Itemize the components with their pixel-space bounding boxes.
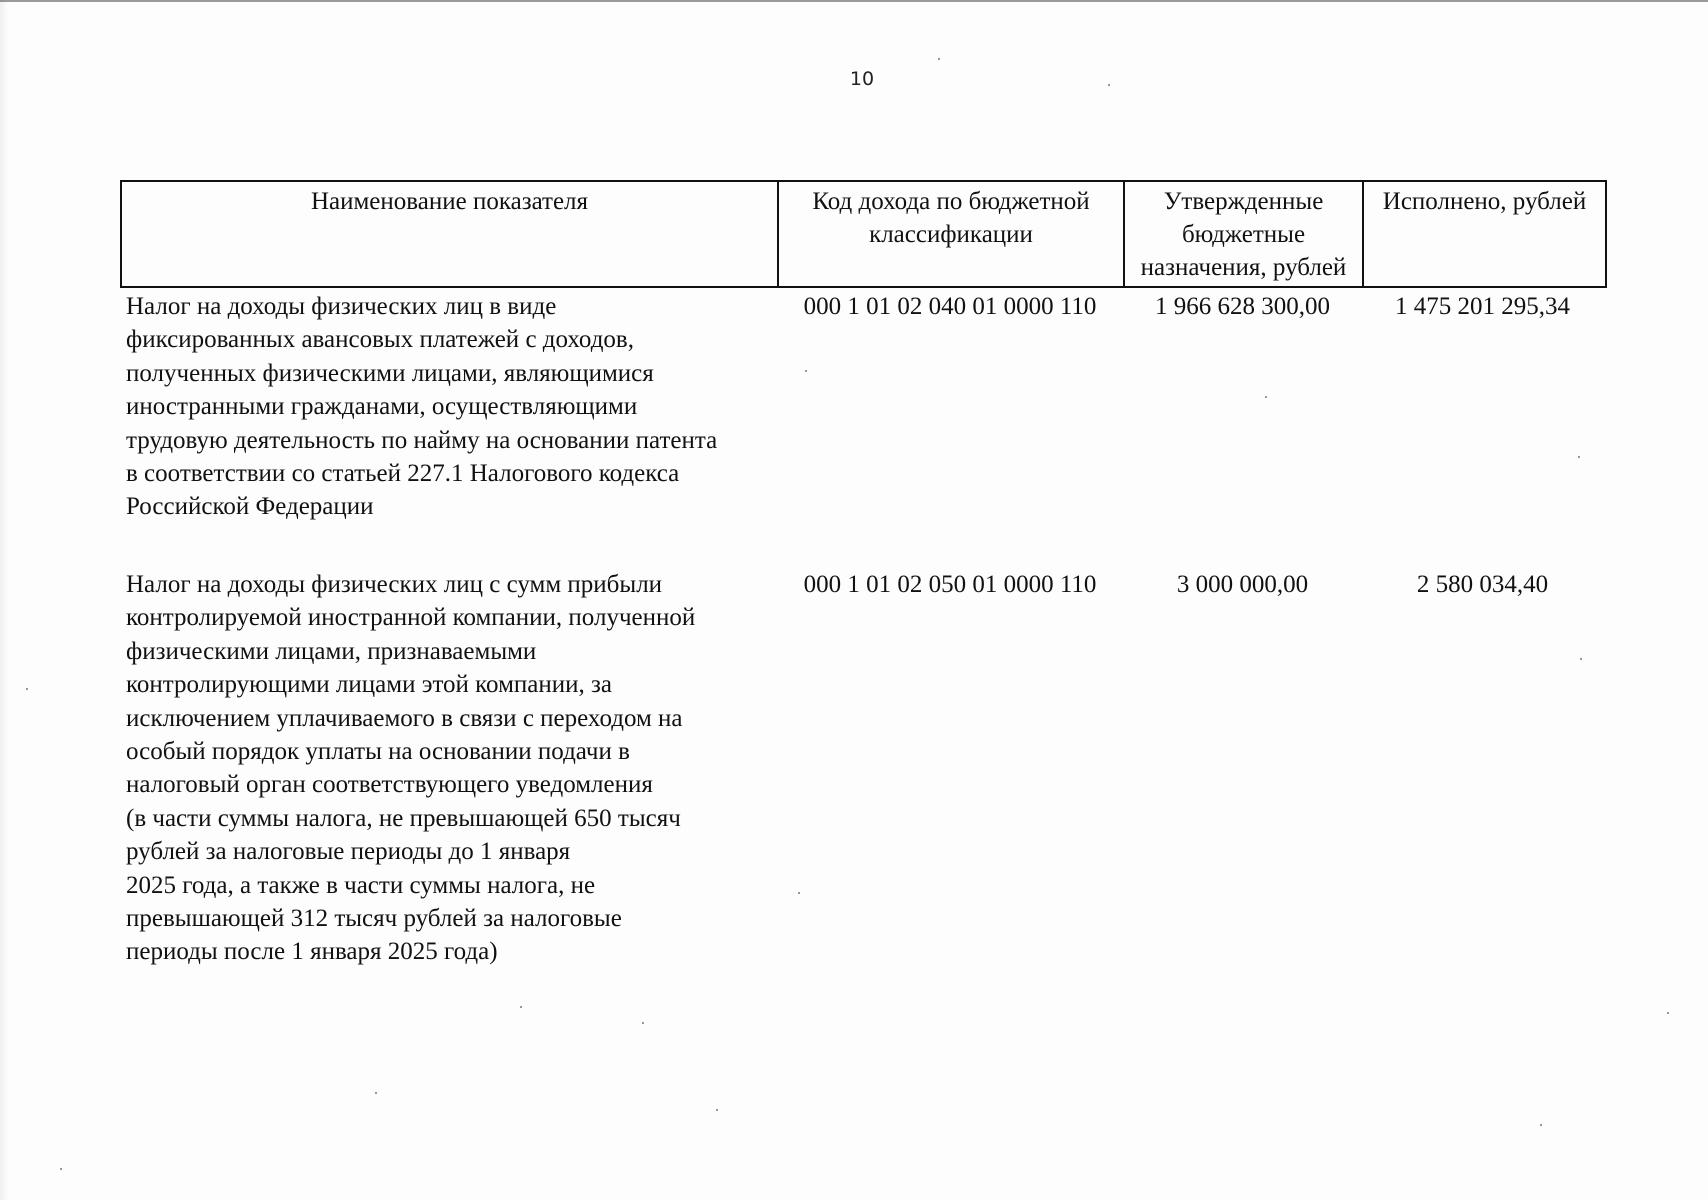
row-text-line: контролируемой иностранной компании, полученной xyxy=(126,604,696,632)
header-text: бюджетные xyxy=(1181,221,1306,248)
scan-speck xyxy=(375,1092,377,1094)
header-text: назначения, рублей xyxy=(1140,254,1347,281)
row-text-line: 2025 года, а также в части суммы налога, не xyxy=(126,871,596,899)
row-executed-amount: 1 475 201 295,34 xyxy=(1395,293,1570,320)
scan-speck xyxy=(1540,1124,1542,1126)
scan-speck xyxy=(798,892,800,894)
header-text: классификации xyxy=(869,221,1033,248)
row-text-line: периоды после 1 января 2025 года) xyxy=(126,938,498,966)
header-executed xyxy=(1364,182,1605,286)
row-text-line: Российской Федерации xyxy=(126,493,374,521)
row-text-line: превышающей 312 тысяч рублей за налоговые xyxy=(126,905,622,933)
header-text: Утвержденные xyxy=(1163,188,1324,215)
header-text: Исполнено, рублей xyxy=(1382,188,1587,215)
row-executed-amount: 2 580 034,40 xyxy=(1416,571,1549,598)
row-revenue-code: 000 1 01 02 040 01 0000 110 xyxy=(803,293,1097,320)
scan-speck xyxy=(1108,84,1110,86)
scan-speck xyxy=(642,1022,644,1024)
header-text: Наименование показателя xyxy=(310,188,589,215)
header-revenue-code xyxy=(779,182,1125,286)
row-text-line: особый порядок уплаты на основании подачи в xyxy=(126,738,630,766)
scan-speck xyxy=(1580,658,1582,660)
row-text-line: иностранными гражданами, осуществляющими xyxy=(126,393,638,421)
row-indicator-name xyxy=(120,290,777,524)
scan-speck xyxy=(805,370,807,372)
table-header xyxy=(120,180,1607,288)
row-text-line: трудовую деятельность по найму на основании патента xyxy=(126,426,718,454)
scan-speck xyxy=(520,1006,522,1008)
scan-speck xyxy=(26,688,28,690)
header-text: Код дохода по бюджетной xyxy=(812,188,1090,215)
row-text-line: рублей за налоговые периоды до 1 января xyxy=(126,838,571,866)
scan-speck xyxy=(1578,456,1580,458)
row-text-line: в соответствии со статьей 227.1 Налогового кодекса xyxy=(126,460,680,488)
row-text-line: полученных физическими лицами, являющимися xyxy=(126,359,654,387)
row-text-line: контролирующими лицами этой компании, за xyxy=(126,671,612,699)
row-approved-amount: 3 000 000,00 xyxy=(1176,571,1309,598)
scan-speck xyxy=(716,1109,718,1111)
scan-speck xyxy=(60,1168,62,1170)
scan-speck xyxy=(1667,1012,1669,1014)
row-text-line: (в части суммы налога, не превышающей 650 тысяч xyxy=(126,804,681,832)
row-approved-amount: 1 966 628 300,00 xyxy=(1155,293,1330,320)
table-row xyxy=(120,568,1607,969)
row-text-line: Налог на доходы физических лиц с сумм прибыли xyxy=(126,571,663,598)
row-text-line: физическими лицами, признаваемыми xyxy=(126,637,537,665)
header-indicator-name xyxy=(122,182,779,286)
scan-speck xyxy=(1265,396,1267,398)
row-text-line: Налог на доходы физических лиц в виде xyxy=(126,293,557,320)
row-text-line: фиксированных авансовых платежей с доходов, xyxy=(126,326,634,354)
row-indicator-name xyxy=(120,568,777,969)
row-text-line: налоговый орган соответствующего уведомления xyxy=(126,771,653,799)
table-row xyxy=(120,290,1607,524)
scan-top-edge xyxy=(0,0,1708,2)
page-number: 10 xyxy=(849,68,875,90)
header-approved-budget xyxy=(1125,182,1364,286)
row-text-line: исключением уплачиваемого в связи с переходом на xyxy=(126,704,683,732)
row-revenue-code: 000 1 01 02 050 01 0000 110 xyxy=(803,571,1097,598)
scan-left-edge xyxy=(0,0,8,1200)
scan-speck xyxy=(938,58,940,60)
